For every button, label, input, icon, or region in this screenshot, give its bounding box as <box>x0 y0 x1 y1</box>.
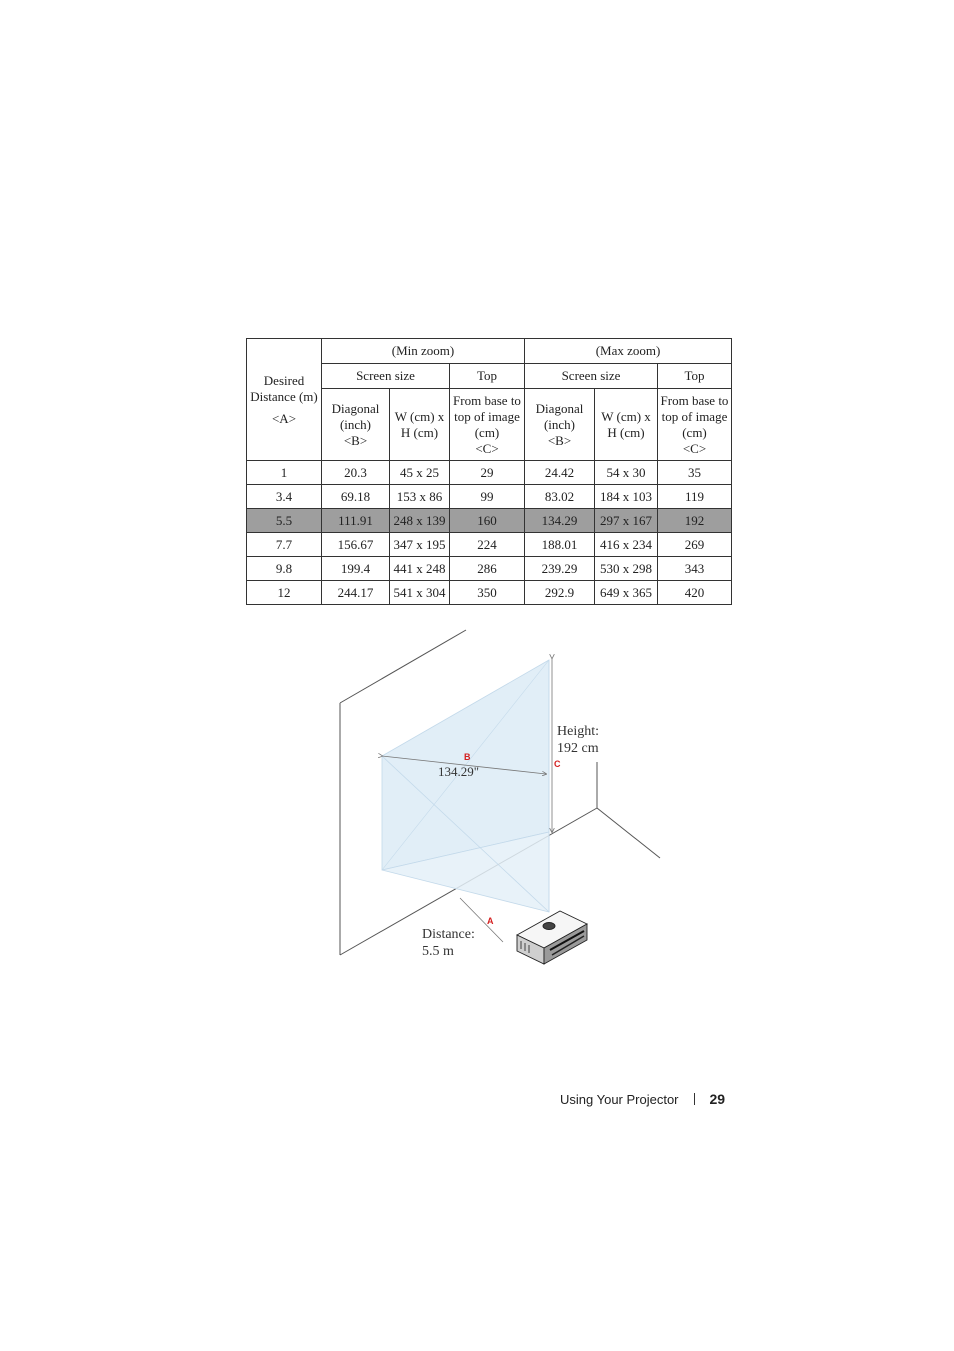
cell-wxh-min: 153 x 86 <box>390 485 450 509</box>
cell-wxh-min: 441 x 248 <box>390 557 450 581</box>
footer-divider <box>694 1093 695 1105</box>
footer-section-title: Using Your Projector <box>560 1091 679 1107</box>
tag-a: A <box>487 916 494 926</box>
cell-top-max: 35 <box>658 461 732 485</box>
cell-diagonal-min: 199.4 <box>322 557 390 581</box>
page-footer <box>560 1089 725 1109</box>
cell-wxh-max: 530 x 298 <box>595 557 658 581</box>
cell-top-max: 119 <box>658 485 732 509</box>
page-number: 29 <box>709 1091 726 1107</box>
height-label-line1: Height: <box>557 724 599 739</box>
cell-wxh-min: 248 x 139 <box>390 509 450 533</box>
cell-top-max: 192 <box>658 509 732 533</box>
header-max-zoom: (Max zoom) <box>525 339 732 364</box>
cell-wxh-max: 297 x 167 <box>595 509 658 533</box>
distance-label-line1: Distance: <box>422 927 475 942</box>
cell-diagonal-max: 24.42 <box>525 461 595 485</box>
header-desired-distance: Desired Distance (m) <A> <box>247 339 322 461</box>
cell-diagonal-min: 244.17 <box>322 581 390 605</box>
cell-top-max: 269 <box>658 533 732 557</box>
cell-wxh-max: 184 x 103 <box>595 485 658 509</box>
cell-diagonal-max: 134.29 <box>525 509 595 533</box>
cell-diagonal-min: 69.18 <box>322 485 390 509</box>
height-label-line2: 192 cm <box>557 741 599 756</box>
cell-top-min: 29 <box>450 461 525 485</box>
cell-diagonal-min: 20.3 <box>322 461 390 485</box>
cell-top-min: 224 <box>450 533 525 557</box>
cell-top-min: 350 <box>450 581 525 605</box>
distance-label-line2: 5.5 m <box>422 944 454 959</box>
header-from-base-max: From base to top of image (cm) <C> <box>658 389 732 461</box>
cell-top-min: 160 <box>450 509 525 533</box>
projection-beam <box>382 660 549 912</box>
tag-b: B <box>464 752 471 762</box>
cell-distance: 12 <box>247 581 322 605</box>
header-min-zoom: (Min zoom) <box>322 339 525 364</box>
header-wxh-max: W (cm) x H (cm) <box>595 389 658 461</box>
header-top-min: Top <box>450 364 525 389</box>
cell-diagonal-max: 83.02 <box>525 485 595 509</box>
cell-top-min: 99 <box>450 485 525 509</box>
cell-wxh-max: 54 x 30 <box>595 461 658 485</box>
header-diagonal-max: Diagonal (inch) <B> <box>525 389 595 461</box>
header-screen-size-max: Screen size <box>525 364 658 389</box>
diagonal-label: 134.29" <box>438 764 480 779</box>
cell-wxh-min: 541 x 304 <box>390 581 450 605</box>
header-diagonal-min: Diagonal (inch) <B> <box>322 389 390 461</box>
cell-wxh-max: 416 x 234 <box>595 533 658 557</box>
projector-icon <box>517 911 587 964</box>
cell-distance: 9.8 <box>247 557 322 581</box>
header-top-max: Top <box>658 364 732 389</box>
cell-top-max: 343 <box>658 557 732 581</box>
cell-diagonal-max: 188.01 <box>525 533 595 557</box>
cell-top-min: 286 <box>450 557 525 581</box>
cell-distance: 3.4 <box>247 485 322 509</box>
cell-diagonal-min: 111.91 <box>322 509 390 533</box>
cell-wxh-min: 45 x 25 <box>390 461 450 485</box>
header-wxh-min: W (cm) x H (cm) <box>390 389 450 461</box>
cell-distance: 7.7 <box>247 533 322 557</box>
cell-diagonal-min: 156.67 <box>322 533 390 557</box>
cell-top-max: 420 <box>658 581 732 605</box>
header-from-base-min: From base to top of image (cm) <C> <box>450 389 525 461</box>
cell-wxh-max: 649 x 365 <box>595 581 658 605</box>
cell-distance: 1 <box>247 461 322 485</box>
cell-wxh-min: 347 x 195 <box>390 533 450 557</box>
cell-distance: 5.5 <box>247 509 322 533</box>
cell-diagonal-max: 239.29 <box>525 557 595 581</box>
tag-c: C <box>554 759 561 769</box>
cell-diagonal-max: 292.9 <box>525 581 595 605</box>
header-screen-size-min: Screen size <box>322 364 450 389</box>
